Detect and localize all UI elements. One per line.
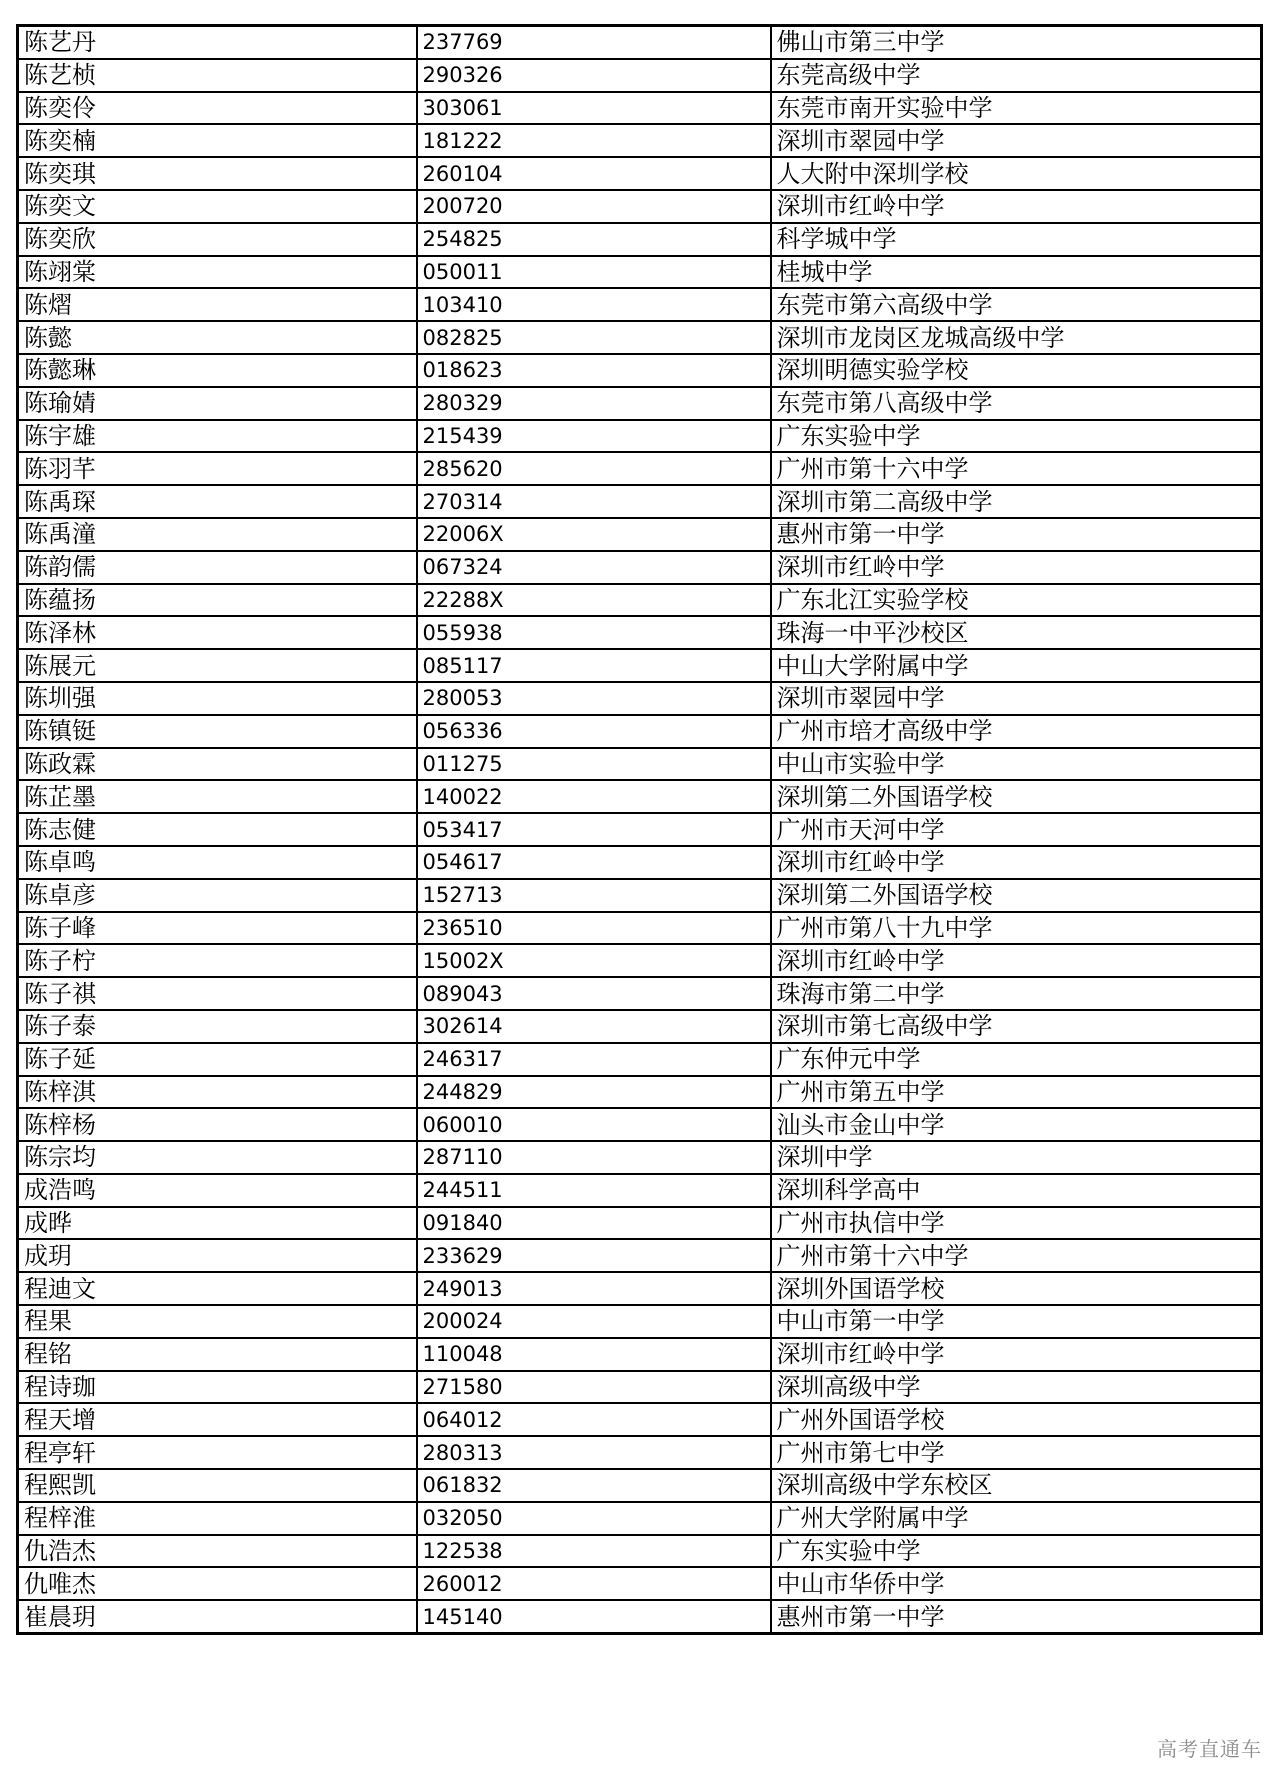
table-row (18, 1076, 1262, 1109)
cell-name: 陈奕琪 (18, 157, 417, 190)
cell-name: 陈子延 (18, 1043, 417, 1076)
table-row (18, 288, 1262, 321)
cell-school: 汕头市金山中学 (771, 1108, 1262, 1141)
cell-school: 深圳市翠园中学 (771, 682, 1262, 715)
cell-id: 145140 (417, 1600, 771, 1633)
table-row (18, 682, 1262, 715)
cell-id: 260104 (417, 157, 771, 190)
table-row (18, 1108, 1262, 1141)
cell-id: 200720 (417, 190, 771, 223)
cell-id: 280313 (417, 1436, 771, 1469)
cell-id: 236510 (417, 912, 771, 945)
cell-school: 中山市实验中学 (771, 748, 1262, 781)
cell-name: 陈翊棠 (18, 256, 417, 289)
cell-name: 陈志健 (18, 813, 417, 846)
cell-school: 珠海市第二中学 (771, 977, 1262, 1010)
cell-id: 055938 (417, 616, 771, 649)
cell-name: 崔晨玥 (18, 1600, 417, 1633)
cell-name: 陈艺丹 (18, 26, 417, 59)
cell-id: 060010 (417, 1108, 771, 1141)
table-row (18, 1502, 1262, 1535)
table-row (18, 452, 1262, 485)
table-row (18, 1174, 1262, 1207)
cell-id: 260012 (417, 1567, 771, 1600)
cell-id: 018623 (417, 354, 771, 387)
cell-school: 惠州市第一中学 (771, 518, 1262, 551)
table-row (18, 649, 1262, 682)
cell-school: 广州市第十六中学 (771, 452, 1262, 485)
cell-school: 深圳市红岭中学 (771, 190, 1262, 223)
table-row (18, 1403, 1262, 1436)
table-row (18, 518, 1262, 551)
table-row (18, 124, 1262, 157)
roster-table (16, 24, 1263, 1635)
table-row (18, 223, 1262, 256)
cell-school: 深圳第二外国语学校 (771, 879, 1262, 912)
table-row (18, 59, 1262, 92)
cell-id: 22288X (417, 584, 771, 617)
cell-school: 深圳外国语学校 (771, 1272, 1262, 1305)
table-row (18, 190, 1262, 223)
cell-id: 011275 (417, 748, 771, 781)
cell-school: 广州市第八十九中学 (771, 912, 1262, 945)
table-row (18, 387, 1262, 420)
cell-id: 290326 (417, 59, 771, 92)
cell-id: 082825 (417, 321, 771, 354)
table-row (18, 1567, 1262, 1600)
cell-school: 东莞市第八高级中学 (771, 387, 1262, 420)
cell-name: 陈泽林 (18, 616, 417, 649)
cell-name: 陈奕伶 (18, 92, 417, 125)
cell-name: 程亭轩 (18, 1436, 417, 1469)
cell-name: 陈子祺 (18, 977, 417, 1010)
table-row (18, 748, 1262, 781)
cell-id: 215439 (417, 420, 771, 453)
cell-id: 103410 (417, 288, 771, 321)
cell-id: 056336 (417, 715, 771, 748)
cell-school: 广州市第五中学 (771, 1076, 1262, 1109)
cell-name: 陈镇铤 (18, 715, 417, 748)
cell-name: 陈芷墨 (18, 780, 417, 813)
cell-id: 22006X (417, 518, 771, 551)
cell-name: 陈卓鸣 (18, 846, 417, 879)
cell-id: 249013 (417, 1272, 771, 1305)
cell-name: 陈艺桢 (18, 59, 417, 92)
cell-name: 成浩鸣 (18, 1174, 417, 1207)
cell-school: 广东实验中学 (771, 1535, 1262, 1568)
table-row (18, 157, 1262, 190)
cell-school: 佛山市第三中学 (771, 26, 1262, 59)
cell-school: 深圳市红岭中学 (771, 944, 1262, 977)
cell-id: 271580 (417, 1371, 771, 1404)
table-row (18, 92, 1262, 125)
cell-id: 064012 (417, 1403, 771, 1436)
cell-id: 246317 (417, 1043, 771, 1076)
cell-name: 成玥 (18, 1239, 417, 1272)
table-row (18, 1469, 1262, 1502)
table-row (18, 1207, 1262, 1240)
cell-id: 140022 (417, 780, 771, 813)
cell-id: 15002X (417, 944, 771, 977)
cell-name: 程果 (18, 1305, 417, 1338)
cell-name: 陈子泰 (18, 1010, 417, 1043)
cell-id: 061832 (417, 1469, 771, 1502)
cell-school: 东莞市南开实验中学 (771, 92, 1262, 125)
cell-id: 302614 (417, 1010, 771, 1043)
cell-school: 深圳高级中学东校区 (771, 1469, 1262, 1502)
cell-name: 陈奕文 (18, 190, 417, 223)
cell-school: 深圳市龙岗区龙城高级中学 (771, 321, 1262, 354)
cell-id: 122538 (417, 1535, 771, 1568)
table-row (18, 26, 1262, 59)
table-row (18, 1371, 1262, 1404)
table-row (18, 485, 1262, 518)
roster-table-body (18, 26, 1262, 1634)
cell-school: 广东北江实验学校 (771, 584, 1262, 617)
cell-id: 152713 (417, 879, 771, 912)
cell-name: 陈政霖 (18, 748, 417, 781)
cell-school: 深圳市翠园中学 (771, 124, 1262, 157)
cell-id: 287110 (417, 1141, 771, 1174)
cell-name: 陈宇雄 (18, 420, 417, 453)
cell-school: 广州市执信中学 (771, 1207, 1262, 1240)
cell-school: 广东仲元中学 (771, 1043, 1262, 1076)
cell-id: 280053 (417, 682, 771, 715)
cell-school: 广州市培才高级中学 (771, 715, 1262, 748)
cell-id: 053417 (417, 813, 771, 846)
cell-name: 程铭 (18, 1338, 417, 1371)
table-row (18, 1010, 1262, 1043)
cell-school: 东莞市第六高级中学 (771, 288, 1262, 321)
cell-id: 244511 (417, 1174, 771, 1207)
cell-school: 珠海一中平沙校区 (771, 616, 1262, 649)
cell-name: 陈奕欣 (18, 223, 417, 256)
cell-school: 广州市天河中学 (771, 813, 1262, 846)
cell-school: 广州市第七中学 (771, 1436, 1262, 1469)
cell-name: 陈羽芊 (18, 452, 417, 485)
cell-id: 110048 (417, 1338, 771, 1371)
table-row (18, 780, 1262, 813)
cell-id: 050011 (417, 256, 771, 289)
cell-id: 181222 (417, 124, 771, 157)
cell-school: 深圳科学高中 (771, 1174, 1262, 1207)
table-row (18, 420, 1262, 453)
cell-school: 人大附中深圳学校 (771, 157, 1262, 190)
cell-name: 陈奕楠 (18, 124, 417, 157)
table-row (18, 551, 1262, 584)
cell-name: 陈瑜婧 (18, 387, 417, 420)
table-row (18, 256, 1262, 289)
cell-id: 067324 (417, 551, 771, 584)
cell-name: 陈熠 (18, 288, 417, 321)
cell-id: 270314 (417, 485, 771, 518)
cell-school: 桂城中学 (771, 256, 1262, 289)
cell-school: 惠州市第一中学 (771, 1600, 1262, 1633)
table-row (18, 1272, 1262, 1305)
cell-name: 陈子柠 (18, 944, 417, 977)
watermark-text: 高考直通车 (1157, 1737, 1262, 1761)
table-row (18, 977, 1262, 1010)
cell-name: 陈韵儒 (18, 551, 417, 584)
cell-school: 中山大学附属中学 (771, 649, 1262, 682)
table-row (18, 1239, 1262, 1272)
cell-school: 广州外国语学校 (771, 1403, 1262, 1436)
cell-school: 深圳明德实验学校 (771, 354, 1262, 387)
cell-id: 089043 (417, 977, 771, 1010)
cell-name: 程诗珈 (18, 1371, 417, 1404)
cell-school: 深圳高级中学 (771, 1371, 1262, 1404)
table-row (18, 813, 1262, 846)
table-row (18, 1535, 1262, 1568)
cell-school: 深圳第二外国语学校 (771, 780, 1262, 813)
cell-name: 陈子峰 (18, 912, 417, 945)
table-row (18, 1141, 1262, 1174)
cell-name: 陈卓彦 (18, 879, 417, 912)
cell-id: 244829 (417, 1076, 771, 1109)
table-row (18, 1338, 1262, 1371)
cell-name: 陈禹琛 (18, 485, 417, 518)
table-row (18, 1436, 1262, 1469)
cell-id: 303061 (417, 92, 771, 125)
cell-id: 054617 (417, 846, 771, 879)
cell-id: 091840 (417, 1207, 771, 1240)
cell-school: 中山市华侨中学 (771, 1567, 1262, 1600)
table-row (18, 584, 1262, 617)
cell-name: 仇浩杰 (18, 1535, 417, 1568)
table-row (18, 715, 1262, 748)
roster-document (16, 24, 1260, 1635)
cell-id: 285620 (417, 452, 771, 485)
cell-name: 陈蕴扬 (18, 584, 417, 617)
cell-school: 深圳市红岭中学 (771, 551, 1262, 584)
cell-school: 广东实验中学 (771, 420, 1262, 453)
cell-school: 深圳市第二高级中学 (771, 485, 1262, 518)
table-row (18, 912, 1262, 945)
cell-name: 陈禹潼 (18, 518, 417, 551)
cell-name: 陈圳强 (18, 682, 417, 715)
table-row (18, 321, 1262, 354)
cell-school: 广州市第十六中学 (771, 1239, 1262, 1272)
cell-school: 东莞高级中学 (771, 59, 1262, 92)
table-row (18, 944, 1262, 977)
cell-name: 仇唯杰 (18, 1567, 417, 1600)
table-row (18, 1305, 1262, 1338)
cell-name: 成晔 (18, 1207, 417, 1240)
cell-name: 陈展元 (18, 649, 417, 682)
cell-school: 科学城中学 (771, 223, 1262, 256)
table-row (18, 616, 1262, 649)
cell-school: 深圳市红岭中学 (771, 1338, 1262, 1371)
table-row (18, 354, 1262, 387)
cell-school: 广州大学附属中学 (771, 1502, 1262, 1535)
cell-name: 程熙凯 (18, 1469, 417, 1502)
table-row (18, 879, 1262, 912)
cell-name: 陈懿 (18, 321, 417, 354)
cell-school: 中山市第一中学 (771, 1305, 1262, 1338)
cell-id: 200024 (417, 1305, 771, 1338)
cell-name: 程天增 (18, 1403, 417, 1436)
cell-school: 深圳中学 (771, 1141, 1262, 1174)
table-row (18, 846, 1262, 879)
cell-name: 程梓淮 (18, 1502, 417, 1535)
cell-school: 深圳市第七高级中学 (771, 1010, 1262, 1043)
cell-id: 233629 (417, 1239, 771, 1272)
table-row (18, 1043, 1262, 1076)
cell-id: 280329 (417, 387, 771, 420)
cell-id: 085117 (417, 649, 771, 682)
table-row (18, 1600, 1262, 1633)
cell-school: 深圳市红岭中学 (771, 846, 1262, 879)
cell-id: 032050 (417, 1502, 771, 1535)
cell-name: 陈懿琳 (18, 354, 417, 387)
cell-name: 程迪文 (18, 1272, 417, 1305)
cell-name: 陈宗均 (18, 1141, 417, 1174)
cell-id: 237769 (417, 26, 771, 59)
cell-name: 陈梓淇 (18, 1076, 417, 1109)
cell-name: 陈梓杨 (18, 1108, 417, 1141)
cell-id: 254825 (417, 223, 771, 256)
